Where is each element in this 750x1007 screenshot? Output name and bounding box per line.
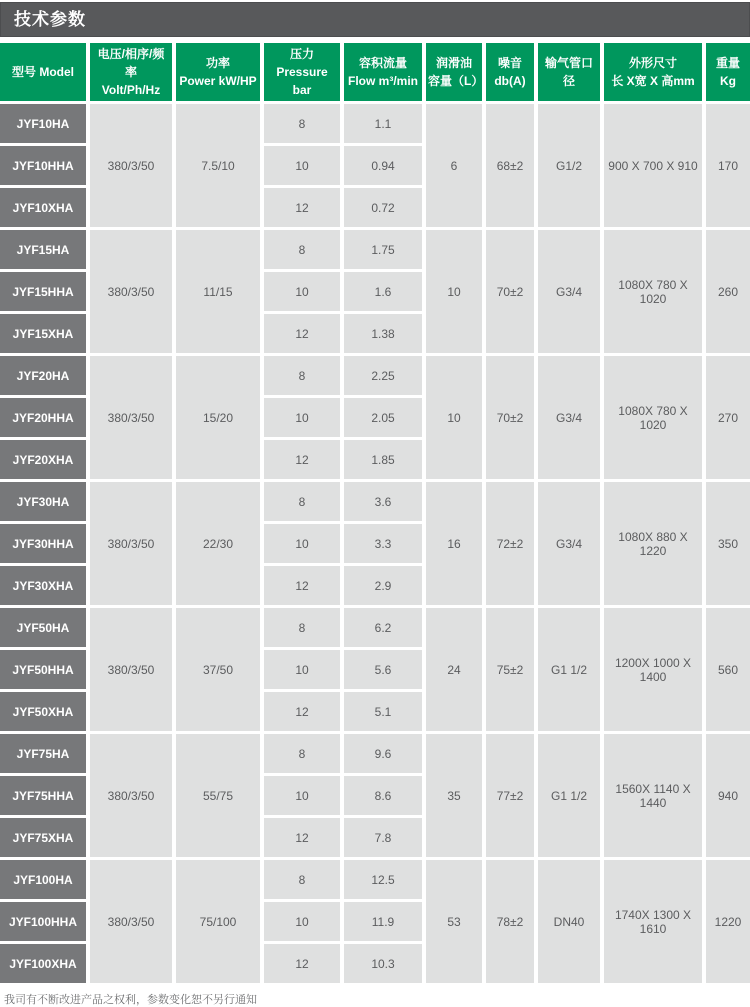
noise-cell: 70±2 [486,230,534,353]
pressure-cell: 10 [264,146,340,185]
noise-cell: 72±2 [486,482,534,605]
model-cell: JYF50XHA [0,692,86,731]
pressure-cell: 8 [264,860,340,899]
flow-cell: 5.6 [344,650,422,689]
pipe-diameter-cell: G1 1/2 [538,608,600,731]
pressure-cell: 12 [264,566,340,605]
spec-table-wrapper [0,43,750,983]
power-cell: 15/20 [176,356,260,479]
pressure-cell: 10 [264,398,340,437]
model-cell: JYF10HA [0,104,86,143]
table-row [0,104,750,143]
flow-cell: 1.85 [344,440,422,479]
flow-cell: 6.2 [344,608,422,647]
column-header-line1: 输气管口径 [544,56,593,88]
column-header-line2: Pressure bar [276,65,328,97]
flow-cell: 1.1 [344,104,422,143]
noise-cell: 75±2 [486,608,534,731]
model-cell: JYF50HA [0,608,86,647]
column-header-line1: 外形尺寸 [628,56,677,70]
voltage-cell: 380/3/50 [90,482,172,605]
model-cell: JYF30HHA [0,524,86,563]
dimensions-cell: 1080X 780 X 1020 [604,230,702,353]
pipe-diameter-cell: G1 1/2 [538,734,600,857]
flow-cell: 3.6 [344,482,422,521]
oil-capacity-cell: 10 [426,230,482,353]
pressure-cell: 8 [264,482,340,521]
noise-cell: 78±2 [486,860,534,983]
column-header [176,43,260,101]
pressure-cell: 8 [264,608,340,647]
column-header-line1: 润滑油 [435,56,472,70]
flow-cell: 1.75 [344,230,422,269]
flow-cell: 11.9 [344,902,422,941]
model-cell: JYF75HA [0,734,86,773]
model-cell: JYF10XHA [0,188,86,227]
power-cell: 55/75 [176,734,260,857]
model-cell: JYF10HHA [0,146,86,185]
pipe-diameter-cell: G1/2 [538,104,600,227]
pipe-diameter-cell: G3/4 [538,356,600,479]
pressure-cell: 10 [264,902,340,941]
column-header [706,43,750,101]
weight-cell: 940 [706,734,750,857]
column-header-line1: 噪音 [497,56,522,70]
power-cell: 75/100 [176,860,260,983]
oil-capacity-cell: 24 [426,608,482,731]
page-title: 技术参数 [0,2,750,37]
pipe-diameter-cell: G3/4 [538,482,600,605]
oil-capacity-cell: 16 [426,482,482,605]
flow-cell: 2.25 [344,356,422,395]
model-cell: JYF75HHA [0,776,86,815]
column-header-line2: Flow m³/min [348,74,418,88]
dimensions-cell: 1560X 1140 X 1440 [604,734,702,857]
noise-cell: 70±2 [486,356,534,479]
model-cell: JYF15HHA [0,272,86,311]
pressure-cell: 10 [264,272,340,311]
flow-cell: 0.72 [344,188,422,227]
model-cell: JYF30XHA [0,566,86,605]
weight-cell: 350 [706,482,750,605]
model-cell: JYF100XHA [0,944,86,983]
table-row [0,482,750,521]
noise-cell: 68±2 [486,104,534,227]
column-header-line1: 电压/相序/频率 [97,47,165,79]
model-cell: JYF15HA [0,230,86,269]
weight-cell: 260 [706,230,750,353]
model-cell: JYF30HA [0,482,86,521]
column-header [486,43,534,101]
model-cell: JYF100HHA [0,902,86,941]
column-header [264,43,340,101]
noise-cell: 77±2 [486,734,534,857]
model-cell: JYF20HA [0,356,86,395]
flow-cell: 12.5 [344,860,422,899]
pressure-cell: 8 [264,734,340,773]
model-cell: JYF20XHA [0,440,86,479]
flow-cell: 5.1 [344,692,422,731]
column-header [604,43,702,101]
pressure-cell: 10 [264,776,340,815]
column-header-line1: 重量 [715,56,740,70]
voltage-cell: 380/3/50 [90,734,172,857]
column-header-line2: db(A) [494,74,526,88]
power-cell: 37/50 [176,608,260,731]
column-header-line2: 容量（L） [428,74,484,88]
table-row [0,356,750,395]
model-cell: JYF50HHA [0,650,86,689]
pressure-cell: 8 [264,230,340,269]
pipe-diameter-cell: DN40 [538,860,600,983]
column-header [90,43,172,101]
model-cell: JYF75XHA [0,818,86,857]
voltage-cell: 380/3/50 [90,230,172,353]
table-row [0,608,750,647]
oil-capacity-cell: 6 [426,104,482,227]
flow-cell: 3.3 [344,524,422,563]
flow-cell: 2.9 [344,566,422,605]
model-cell: JYF20HHA [0,398,86,437]
flow-cell: 10.3 [344,944,422,983]
oil-capacity-cell: 53 [426,860,482,983]
pressure-cell: 12 [264,944,340,983]
pressure-cell: 12 [264,818,340,857]
power-cell: 11/15 [176,230,260,353]
footer-note: 我司有不断改进产品之权利，参数变化恕不另行通知 [4,994,257,1006]
column-header [0,43,86,101]
column-header [538,43,600,101]
column-header-line1: 容积流量 [358,56,407,70]
model-cell: JYF15XHA [0,314,86,353]
column-header-line2: Volt/Ph/Hz [101,83,161,97]
weight-cell: 1220 [706,860,750,983]
power-cell: 22/30 [176,482,260,605]
table-row [0,230,750,269]
column-header-line2: Power kW/HP [179,74,257,88]
voltage-cell: 380/3/50 [90,356,172,479]
flow-cell: 2.05 [344,398,422,437]
voltage-cell: 380/3/50 [90,104,172,227]
weight-cell: 270 [706,356,750,479]
power-cell: 7.5/10 [176,104,260,227]
voltage-cell: 380/3/50 [90,608,172,731]
flow-cell: 8.6 [344,776,422,815]
flow-cell: 9.6 [344,734,422,773]
table-row [0,860,750,899]
oil-capacity-cell: 10 [426,356,482,479]
column-header [426,43,482,101]
pressure-cell: 12 [264,188,340,227]
model-cell: JYF100HA [0,860,86,899]
pressure-cell: 12 [264,692,340,731]
pressure-cell: 10 [264,524,340,563]
dimensions-cell: 1740X 1300 X 1610 [604,860,702,983]
dimensions-cell: 1200X 1000 X 1400 [604,608,702,731]
dimensions-cell: 1080X 880 X 1220 [604,482,702,605]
pressure-cell: 12 [264,314,340,353]
column-header [344,43,422,101]
column-header-line1: 压力 [289,47,314,61]
pressure-cell: 12 [264,440,340,479]
table-row [0,734,750,773]
column-header-line2: 长 X宽 X 高mm [611,74,695,88]
flow-cell: 1.38 [344,314,422,353]
weight-cell: 170 [706,104,750,227]
column-header-line1: 型号 Model [12,65,74,79]
weight-cell: 560 [706,608,750,731]
voltage-cell: 380/3/50 [90,860,172,983]
flow-cell: 0.94 [344,146,422,185]
flow-cell: 7.8 [344,818,422,857]
pressure-cell: 8 [264,356,340,395]
flow-cell: 1.6 [344,272,422,311]
pressure-cell: 8 [264,104,340,143]
pressure-cell: 10 [264,650,340,689]
pipe-diameter-cell: G3/4 [538,230,600,353]
column-header-line1: 功率 [205,56,230,70]
column-header-line2: Kg [720,74,736,88]
dimensions-cell: 1080X 780 X 1020 [604,356,702,479]
header-row [0,43,750,101]
oil-capacity-cell: 35 [426,734,482,857]
spec-table [0,43,750,983]
dimensions-cell: 900 X 700 X 910 [604,104,702,227]
